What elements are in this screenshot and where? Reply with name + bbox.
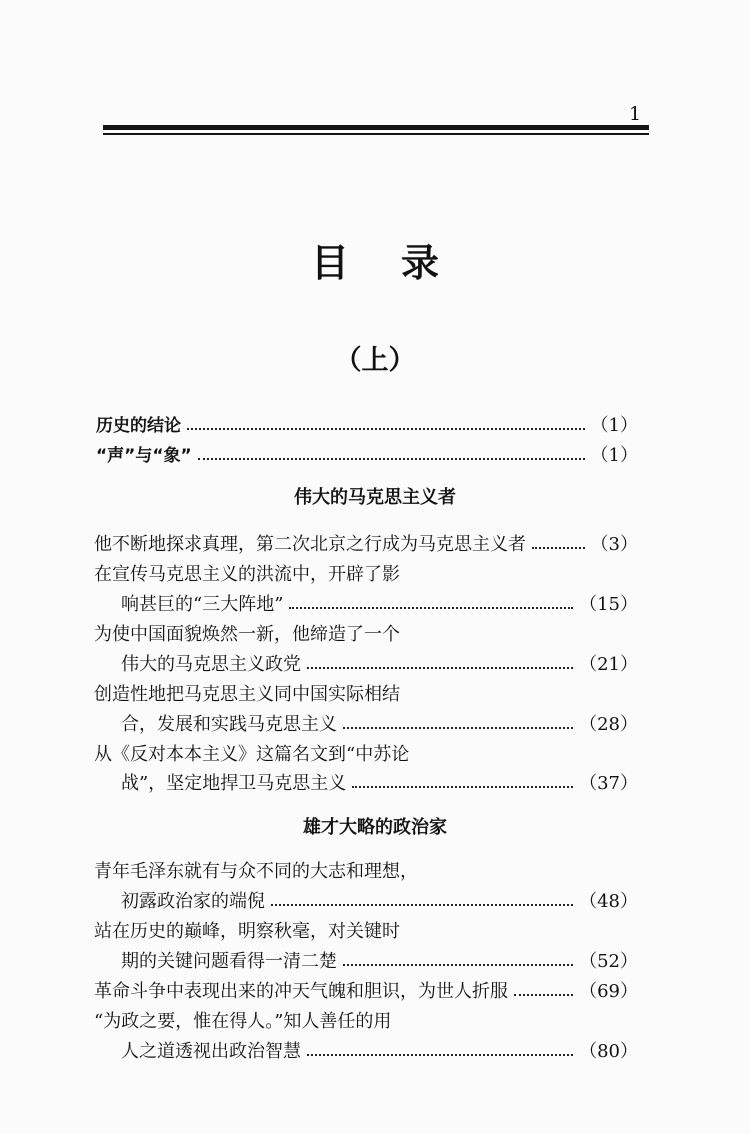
toc-page-ref: （28） — [579, 714, 638, 735]
toc-page-ref: （1） — [590, 445, 638, 466]
section-heading: 雄才大略的政治家 — [303, 817, 447, 838]
toc-entry-title: 为使中国面貌焕然一新，他缔造了一个 — [94, 624, 400, 645]
toc-entry-title: 创造性地把马克思主义同中国实际相结 — [94, 684, 400, 705]
dot-leader — [532, 547, 585, 549]
toc-page-ref: （37） — [579, 773, 638, 794]
toc-page-ref: （69） — [579, 981, 638, 1002]
toc-entry-title-cont: 期的关键问题看得一清二楚 — [121, 951, 337, 972]
toc-entry — [0, 948, 750, 976]
dot-leader — [307, 1054, 573, 1056]
toc-entry-title: “为政之要，惟在得人。”知人善任的用 — [94, 1011, 392, 1032]
toc-entry — [0, 770, 750, 798]
dot-leader — [307, 667, 573, 669]
header-rule-thick — [103, 125, 649, 130]
toc-entry — [0, 591, 750, 619]
toc-entry-title-cont: 伟大的马克思主义政党 — [121, 654, 301, 675]
toc-page-ref: （1） — [590, 415, 638, 436]
toc-entry — [0, 888, 750, 916]
dot-leader — [187, 428, 585, 430]
toc-entry-line — [0, 561, 750, 589]
dot-leader — [343, 727, 573, 729]
toc-title: 目录 — [310, 241, 491, 285]
toc-entry — [0, 651, 750, 679]
dot-leader — [289, 607, 573, 609]
toc-entry-line — [0, 858, 750, 886]
toc-page-ref: （21） — [579, 654, 638, 675]
toc-entry-line — [0, 741, 750, 769]
page-number: 1 — [629, 103, 642, 125]
toc-entry-title-cont: 战”，坚定地捍卫马克思主义 — [121, 773, 347, 794]
toc-page-ref: （48） — [579, 891, 638, 912]
header-rule-thin — [103, 133, 649, 135]
toc-entry — [0, 442, 750, 470]
toc-entry — [0, 531, 750, 559]
toc-entry-title: 从《反对本本主义》这篇名文到“中苏论 — [94, 744, 410, 765]
toc-entry-title: 革命斗争中表现出来的冲天气魄和胆识，为世人折服 — [94, 981, 508, 1002]
toc-entry-line — [0, 1008, 750, 1036]
toc-entry-line — [0, 918, 750, 946]
dot-leader — [514, 994, 573, 996]
toc-entry-title-cont: 合，发展和实践马克思主义 — [121, 714, 337, 735]
toc-entry — [0, 1038, 750, 1066]
toc-entry-line — [0, 621, 750, 649]
toc-entry-title: “声”与“象” — [96, 446, 192, 466]
toc-entry — [0, 978, 750, 1006]
dot-leader — [198, 458, 585, 460]
toc-entry-title: 他不断地探求真理，第二次北京之行成为马克思主义者 — [94, 534, 526, 555]
toc-page-ref: （52） — [579, 951, 638, 972]
toc-entry-title: 历史的结论 — [96, 416, 181, 436]
dot-leader — [343, 964, 573, 966]
toc-page-ref: （80） — [579, 1041, 638, 1062]
toc-entry — [0, 412, 750, 440]
toc-entry-title-cont: 响甚巨的“三大阵地” — [121, 594, 284, 615]
dot-leader — [271, 904, 573, 906]
toc-entry-title-cont: 初露政治家的端倪 — [121, 891, 265, 912]
toc-entry-line — [0, 681, 750, 709]
dot-leader — [352, 786, 573, 788]
toc-entry-title: 青年毛泽东就有与众不同的大志和理想， — [94, 861, 418, 882]
toc-page-ref: （15） — [579, 594, 638, 615]
toc-entry-title: 站在历史的巅峰，明察秋毫，对关键时 — [94, 921, 400, 942]
toc-entry-title: 在宣传马克思主义的洪流中，开辟了影 — [94, 564, 400, 585]
toc-page-ref: （3） — [590, 534, 638, 555]
toc-entry — [0, 711, 750, 739]
volume-label: （上） — [334, 345, 416, 376]
section-heading: 伟大的马克思主义者 — [294, 487, 456, 508]
toc-entry-title-cont: 人之道透视出政治智慧 — [121, 1041, 301, 1062]
